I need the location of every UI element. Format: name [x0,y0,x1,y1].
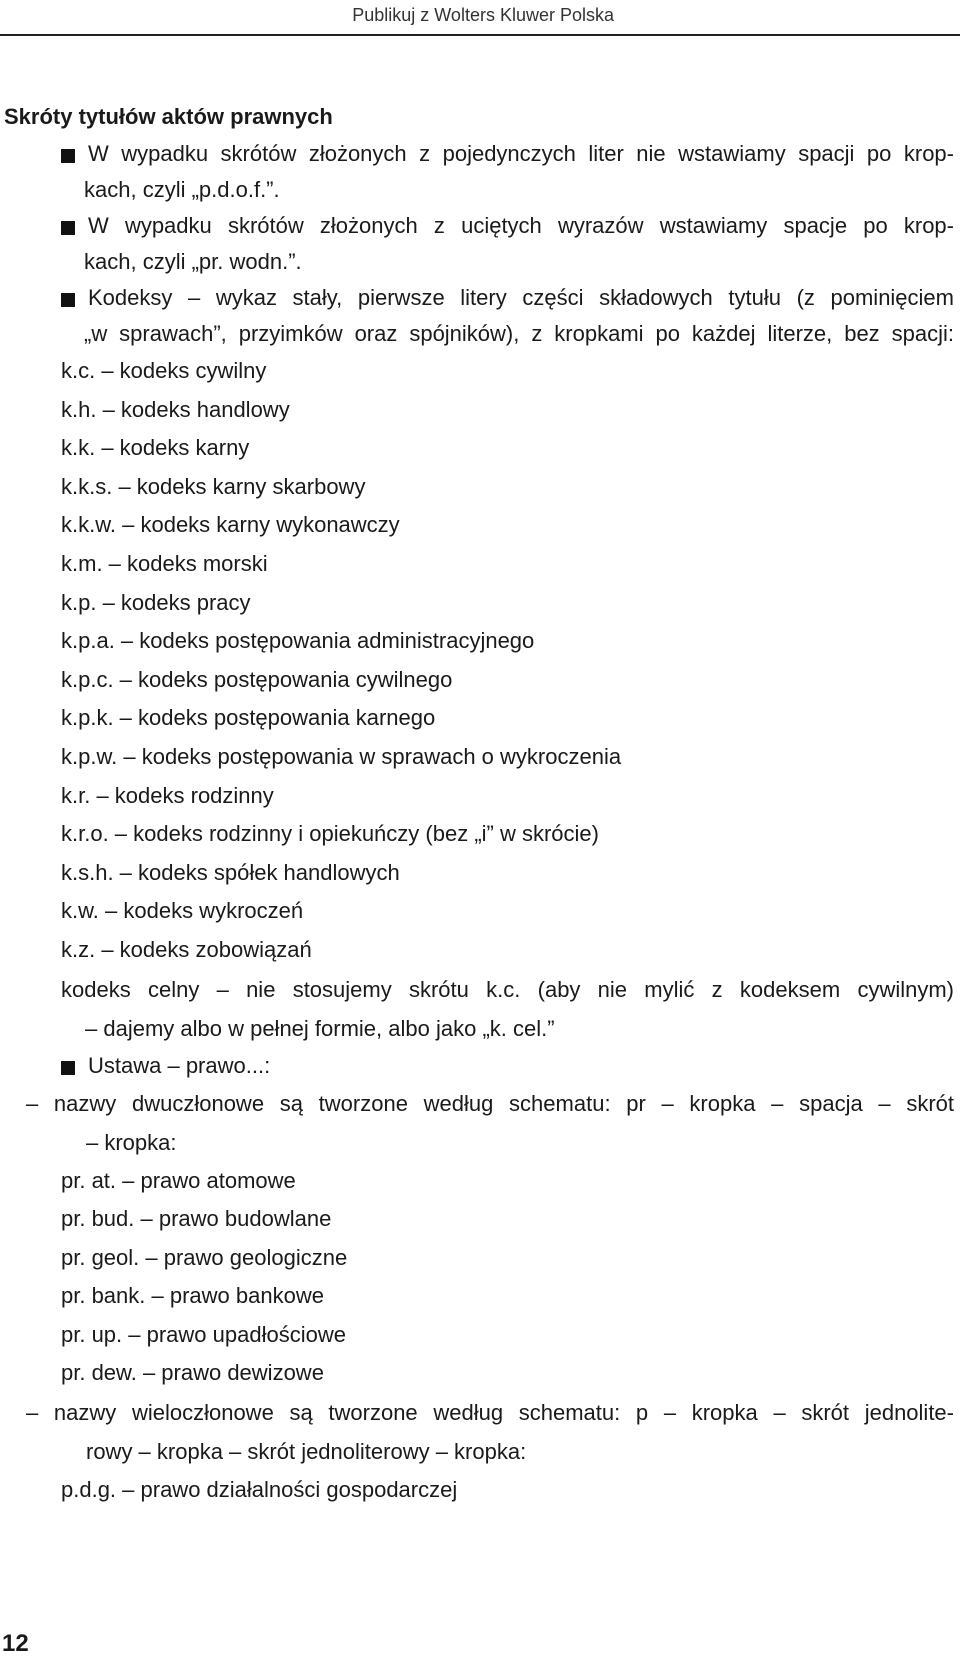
list-item: k.m. – kodeks morski [61,550,268,576]
bullet-item [4,208,954,280]
list-item: k.p.k. – kodeks postępowania karnego [61,705,436,731]
list-item: k.k.s. – kodeks karny skarbowy [61,473,366,499]
section-title: Skróty tytułów aktów prawnych [4,104,333,129]
dash-line: rowy – kropka – skrót jednoliterowy – kropka: [86,1439,527,1465]
list-item: k.p.a. – kodeks postępowania administracyjnego [61,628,535,654]
list-item: k.r.o. – kodeks rodzinny i opiekuńczy (bez „i” w skrócie) [61,821,599,847]
list-item: p.d.g. – prawo działalności gospodarczej [61,1477,458,1503]
dash-line: – kropka: [86,1129,177,1155]
prawo-list [4,1162,954,1394]
bullet-line: W wypadku skrótów złożonych z pojedynczych liter nie wstawiamy spacji po krop- [88,141,954,166]
bullet-line: W wypadku skrótów złożonych z uciętych wyrazów wstawiamy spacje po krop- [88,213,954,238]
list-item: pr. bud. – prawo budowlane [61,1206,332,1232]
page-content [4,100,954,1510]
dash-item [4,1393,954,1471]
list-item: k.w. – kodeks wykroczeń [61,898,304,924]
list-item: k.h. – kodeks handlowy [61,396,290,422]
list-item: k.k. – kodeks karny [61,435,250,461]
celny-note [4,970,954,1048]
dash-line: – nazwy dwuczłonowe są tworzone według schematu: pr – kropka – spacja – skrót [26,1090,954,1116]
list-item: k.k.w. – kodeks karny wykonawczy [61,512,400,538]
list-item: k.r. – kodeks rodzinny [61,782,274,808]
codes-list [4,352,954,970]
list-item: pr. dew. – prawo dewizowe [61,1360,324,1386]
bullet-item [4,280,954,352]
list-item: pr. geol. – prawo geologiczne [61,1244,348,1270]
list-item: pr. up. – prawo upadłościowe [61,1321,346,1347]
note-line: kodeks celny – nie stosujemy skrótu k.c. (aby nie mylić z kodeksem cywilnym) [61,976,954,1002]
list-item: k.p.c. – kodeks postępowania cywilnego [61,666,453,692]
list-item: pr. bank. – prawo bankowe [61,1283,324,1309]
list-item: k.p. – kodeks pracy [61,589,251,615]
bullet-item [4,1048,954,1084]
bullet-line: kach, czyli „p.d.o.f.”. [84,177,280,202]
list-item: k.c. – kodeks cywilny [61,358,267,383]
bullet-square-icon [61,293,75,307]
page-number: 12 [2,1630,29,1657]
pdg-list [4,1471,954,1510]
bullet-square-icon [61,221,75,235]
bullet-square-icon [61,1061,75,1075]
dash-item [4,1084,954,1162]
bullet-square-icon [61,149,75,163]
list-item: k.p.w. – kodeks postępowania w sprawach o wykroczenia [61,743,622,769]
note-line: – dajemy albo w pełnej formie, albo jako „k. cel.” [85,1015,555,1041]
list-item: k.z. – kodeks zobowiązań [61,936,312,962]
bullet-line: Ustawa – prawo...: [88,1052,271,1078]
list-item: pr. at. – prawo atomowe [61,1167,296,1193]
bullet-line: Kodeksy – wykaz stały, pierwsze litery części składowych tytułu (z pominięciem [88,285,954,310]
list-item: k.s.h. – kodeks spółek handlowych [61,859,400,885]
bullet-line: kach, czyli „pr. wodn.”. [84,249,302,274]
bullet-line: „w sprawach”, przyimków oraz spójników), z kropkami po każdej literze, bez spacji: [84,321,954,346]
publisher-text: Publikuj z Wolters Kluwer Polska [352,5,614,25]
dash-line: – nazwy wieloczłonowe są tworzone według schematu: p – kropka – skrót jednolite- [26,1400,954,1426]
page-header [0,0,960,36]
bullet-item [4,136,954,208]
